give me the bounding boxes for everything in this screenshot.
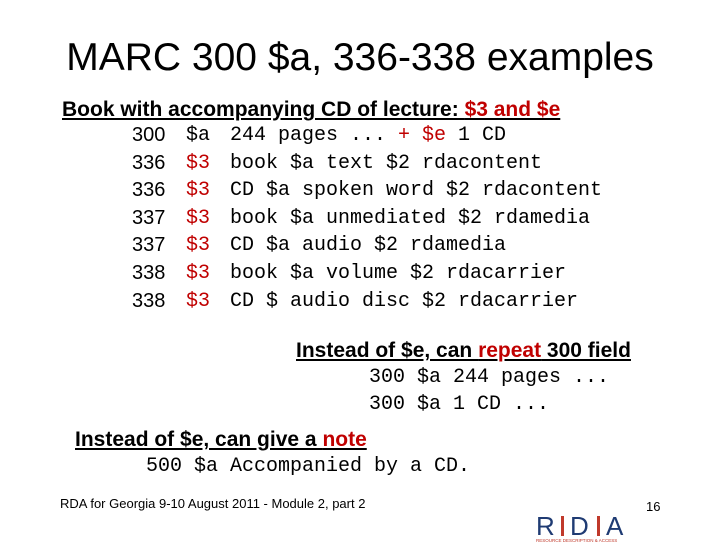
marc-value-tail: 1 CD [446, 124, 507, 147]
section2-heading-tail: 300 field [541, 339, 631, 362]
marc-subfield-code: $3 [186, 179, 211, 203]
svg-text:R: R [535, 512, 555, 541]
marc-tag: 336 [132, 151, 166, 174]
marc-tag: 338 [132, 261, 166, 284]
note-500-line: 500 $a Accompanied by a CD. [146, 455, 471, 478]
page-number: 16 [646, 499, 661, 514]
marc-field-row [132, 288, 602, 316]
rda-logo [525, 494, 633, 543]
marc-value-text: book $a volume $2 rdacarrier [230, 261, 567, 285]
marc-field-row [132, 150, 602, 178]
section3-heading-highlight: note [322, 428, 367, 451]
section1-heading-text: Book with accompanying CD of lecture: [62, 98, 465, 121]
marc-subfield-code: $3 [186, 206, 211, 230]
marc-field-value [230, 288, 578, 316]
marc-field-value [230, 177, 602, 205]
marc-field-row [132, 177, 602, 205]
repeat-300-line-2: 300 $a 1 CD ... [369, 393, 550, 416]
marc-value-highlight: + $e [398, 124, 447, 147]
section1-heading-highlight: $3 and $e [464, 98, 561, 121]
marc-field-value [230, 232, 506, 260]
marc-tag: 300 [132, 124, 166, 146]
marc-tag: 338 [132, 289, 166, 312]
section3-heading-text: Instead of $e, can give a [75, 428, 323, 451]
marc-subfield-code: $3 [186, 151, 211, 175]
marc-subfield-code: $3 [186, 234, 211, 258]
section2-heading-text: Instead of $e, can [296, 339, 479, 362]
marc-subfield-code: $3 [186, 289, 211, 313]
marc-field-row [132, 232, 602, 260]
marc-field-value [230, 260, 566, 288]
marc-value-text: CD $a audio $2 rdamedia [230, 234, 507, 258]
section3-heading [75, 427, 367, 453]
marc-subfield-code: $3 [186, 261, 211, 285]
marc-field-row [132, 205, 602, 233]
marc-field-value [230, 122, 506, 150]
repeat-300-line-1: 300 $a 244 pages ... [369, 366, 610, 389]
marc-value-text: CD $ audio disc $2 rdacarrier [230, 289, 579, 313]
marc-tag: 337 [132, 234, 166, 257]
marc-value-text: 244 pages ... [230, 124, 399, 147]
slide-title: MARC 300 $a, 336-338 examples [66, 36, 654, 79]
marc-field-row [132, 260, 602, 288]
marc-value-text: CD $a spoken word $2 rdacontent [230, 179, 603, 203]
rda-logo-tagline: RESOURCE DESCRIPTION & ACCESS [535, 538, 618, 543]
marc-tag: 336 [132, 179, 166, 202]
marc-value-text: book $a text $2 rdacontent [230, 151, 543, 175]
marc-field-list [132, 122, 602, 315]
footer-text: RDA for Georgia 9-10 August 2011 - Module 2, part 2 [60, 496, 366, 511]
rda-logo-graphic [534, 512, 642, 544]
marc-field-value [230, 205, 590, 233]
svg-text:D: D [569, 512, 589, 541]
marc-field-row [132, 122, 602, 150]
marc-tag: 337 [132, 206, 166, 229]
section2-heading-highlight: repeat [478, 339, 542, 362]
marc-value-text: book $a unmediated $2 rdamedia [230, 206, 591, 230]
marc-subfield-code: $a [186, 124, 211, 147]
marc-field-value [230, 150, 542, 178]
section1-heading [62, 97, 560, 123]
svg-text:A: A [605, 512, 624, 541]
section2-heading [296, 338, 631, 364]
